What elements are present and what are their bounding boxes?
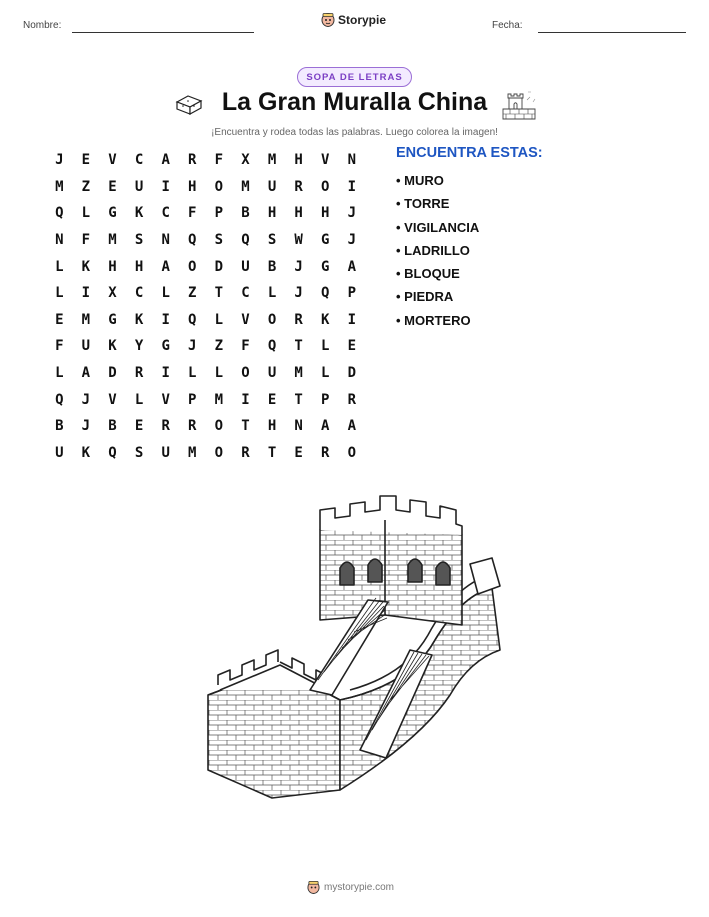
footer-url[interactable]: mystorypie.com xyxy=(324,881,395,893)
grid-letter[interactable]: B xyxy=(267,258,277,275)
grid-letter[interactable]: I xyxy=(81,285,91,302)
grid-letter[interactable]: M xyxy=(188,444,197,461)
name-line[interactable] xyxy=(72,32,254,33)
grid-letter[interactable]: Q xyxy=(241,232,250,249)
grid-letter[interactable]: E xyxy=(347,338,357,355)
grid-letter[interactable]: Z xyxy=(188,285,197,302)
grid-letter[interactable]: S xyxy=(134,232,144,249)
grid-letter[interactable]: O xyxy=(321,178,330,195)
grid-letter[interactable]: M xyxy=(241,178,250,195)
word-list-item: • VIGILANCIA xyxy=(396,219,480,235)
grid-letter[interactable]: V xyxy=(108,152,117,169)
grid-letter[interactable]: V xyxy=(241,311,250,328)
grid-letter[interactable]: I xyxy=(347,311,357,328)
grid-letter[interactable]: I xyxy=(241,391,250,408)
grid-letter[interactable]: P xyxy=(347,285,357,302)
grid-letter[interactable]: D xyxy=(347,365,357,382)
grid-letter[interactable]: D xyxy=(214,258,224,275)
grid-letter[interactable]: M xyxy=(294,365,303,382)
grid-letter[interactable]: J xyxy=(294,285,303,302)
grid-letter[interactable]: L xyxy=(55,258,64,275)
grid-letter[interactable]: V xyxy=(108,391,117,408)
grid-letter[interactable]: T xyxy=(294,391,303,408)
name-label: Nombre: xyxy=(23,20,62,31)
grid-letter[interactable]: X xyxy=(241,152,250,169)
grid-letter[interactable]: V xyxy=(321,152,330,169)
grid-letter[interactable]: P xyxy=(321,391,330,408)
grid-letter[interactable]: G xyxy=(108,205,117,222)
grid-letter[interactable]: A xyxy=(321,418,330,435)
grid-letter[interactable]: C xyxy=(134,152,144,169)
grid-letter[interactable]: M xyxy=(214,391,224,408)
grid-letter[interactable]: C xyxy=(241,285,250,302)
page-title: La Gran Muralla China xyxy=(221,88,488,116)
grid-letter[interactable]: N xyxy=(161,232,170,249)
grid-letter[interactable]: L xyxy=(321,365,330,382)
grid-letter[interactable]: L xyxy=(55,365,64,382)
grid-letter[interactable]: M xyxy=(108,232,117,249)
grid-letter[interactable]: K xyxy=(81,258,91,275)
grid-letter[interactable]: N xyxy=(55,232,64,249)
grid-letter[interactable]: O xyxy=(241,365,250,382)
grid-letter[interactable]: A xyxy=(347,418,357,435)
grid-letter[interactable]: L xyxy=(267,285,277,302)
grid-letter[interactable]: M xyxy=(267,152,277,169)
word-search-grid[interactable] xyxy=(46,147,365,466)
word-list-title: ENCUENTRA ESTAS: xyxy=(396,145,543,161)
grid-letter[interactable]: K xyxy=(321,311,330,328)
word-list-item: • MURO xyxy=(396,173,444,188)
grid-letter[interactable]: F xyxy=(55,338,64,355)
grid-letter[interactable]: Z xyxy=(214,338,224,355)
grid-letter[interactable]: H xyxy=(108,258,117,275)
grid-letter[interactable]: R xyxy=(321,444,330,461)
instructions: ¡Encuentra y rodea todas las palabras. Luego colorea la imagen! xyxy=(211,127,498,138)
grid-letter[interactable]: S xyxy=(134,444,144,461)
storypie-mascot-icon xyxy=(321,12,335,27)
grid-letter[interactable]: L xyxy=(55,285,64,302)
grid-letter[interactable]: D xyxy=(108,365,117,382)
grid-letter[interactable]: U xyxy=(267,365,277,382)
grid-letter[interactable]: L xyxy=(161,285,170,302)
grid-letter[interactable]: E xyxy=(267,391,277,408)
grid-letter[interactable]: S xyxy=(214,232,224,249)
grid-letter[interactable]: O xyxy=(267,311,277,328)
grid-letter[interactable]: O xyxy=(214,418,224,435)
storypie-mascot-icon xyxy=(307,880,320,894)
grid-letter[interactable]: J xyxy=(347,205,357,222)
grid-letter[interactable]: U xyxy=(241,258,250,275)
grid-letter[interactable]: E xyxy=(81,152,91,169)
footer xyxy=(307,880,394,894)
word-list-item: • MORTERO xyxy=(396,312,471,328)
grid-letter[interactable]: O xyxy=(188,258,197,275)
grid-letter[interactable]: H xyxy=(294,205,303,222)
grid-letter[interactable]: G xyxy=(321,258,330,275)
grid-letter[interactable]: Z xyxy=(81,178,91,195)
grid-letter[interactable]: K xyxy=(108,338,117,355)
word-list-item: • LADRILLO xyxy=(396,242,470,258)
brand-name: Storypie xyxy=(338,12,387,27)
grid-letter[interactable]: X xyxy=(108,285,117,302)
grid-letter[interactable]: E xyxy=(294,444,303,461)
grid-letter[interactable]: Q xyxy=(188,311,197,328)
grid-letter[interactable]: O xyxy=(214,444,224,461)
grid-letter[interactable]: Q xyxy=(108,444,117,461)
grid-letter[interactable]: Q xyxy=(55,391,64,408)
grid-letter[interactable]: B xyxy=(55,418,64,435)
grid-letter[interactable]: E xyxy=(134,418,144,435)
grid-letter[interactable]: T xyxy=(267,444,277,461)
grid-letter[interactable]: J xyxy=(81,391,91,408)
grid-letter[interactable]: F xyxy=(188,205,197,222)
grid-letter[interactable]: E xyxy=(55,311,64,328)
grid-letter[interactable]: V xyxy=(161,391,170,408)
grid-letter[interactable]: Q xyxy=(321,285,330,302)
grid-letter[interactable]: O xyxy=(214,178,224,195)
grid-letter[interactable]: R xyxy=(347,391,357,408)
grid-letter[interactable]: R xyxy=(134,365,144,382)
grid-letter[interactable]: I xyxy=(161,365,170,382)
grid-letter[interactable]: C xyxy=(134,285,144,302)
grid-letter[interactable]: Y xyxy=(134,338,144,355)
grid-letter[interactable]: L xyxy=(81,205,91,222)
grid-letter[interactable]: U xyxy=(161,444,170,461)
great-wall-icon[interactable] xyxy=(200,490,510,810)
grid-letter[interactable]: U xyxy=(55,444,64,461)
grid-letter[interactable]: R xyxy=(161,418,170,435)
grid-letter[interactable]: K xyxy=(134,205,144,222)
word-list-item: • TORRE xyxy=(396,196,450,212)
grid-letter[interactable]: A xyxy=(347,258,357,275)
grid-letter[interactable]: M xyxy=(55,178,64,195)
grid-letter[interactable]: I xyxy=(347,178,357,195)
activity-badge: SOPA DE LETRAS xyxy=(297,67,412,87)
grid-letter[interactable]: R xyxy=(241,444,250,461)
grid-letter[interactable]: R xyxy=(294,178,303,195)
grid-letter[interactable]: R xyxy=(188,152,197,169)
grid-letter[interactable]: P xyxy=(214,205,224,222)
grid-letter[interactable]: S xyxy=(267,232,277,249)
grid-letter[interactable]: I xyxy=(161,311,170,328)
grid-letter[interactable]: B xyxy=(108,418,117,435)
word-list-item: • BLOQUE xyxy=(396,266,460,282)
tower-icon xyxy=(500,86,538,122)
grid-letter[interactable]: B xyxy=(241,205,250,222)
brand-logo xyxy=(321,12,386,27)
grid-letter[interactable]: T xyxy=(214,285,224,302)
grid-letter[interactable]: C xyxy=(161,205,170,222)
grid-letter[interactable]: M xyxy=(81,311,91,328)
date-line[interactable] xyxy=(538,32,686,33)
grid-letter[interactable]: L xyxy=(188,365,197,382)
grid-letter[interactable]: F xyxy=(81,232,91,249)
grid-letter[interactable]: H xyxy=(188,178,197,195)
grid-letter[interactable]: P xyxy=(188,391,197,408)
grid-letter[interactable]: T xyxy=(241,418,250,435)
grid-letter[interactable]: L xyxy=(214,311,224,328)
grid-letter[interactable]: H xyxy=(134,258,144,275)
grid-letter[interactable]: U xyxy=(267,178,277,195)
grid-letter[interactable]: H xyxy=(321,205,330,222)
word-list xyxy=(396,172,479,335)
grid-letter[interactable]: F xyxy=(241,338,250,355)
grid-letter[interactable]: Q xyxy=(267,338,277,355)
grid-letter[interactable]: J xyxy=(55,152,64,169)
grid-letter[interactable]: U xyxy=(134,178,144,195)
grid-letter[interactable]: K xyxy=(81,444,91,461)
grid-letter[interactable]: G xyxy=(321,232,330,249)
grid-letter[interactable]: O xyxy=(347,444,357,461)
grid-letter[interactable]: R xyxy=(188,418,197,435)
grid-letter[interactable]: A xyxy=(81,365,91,382)
grid-letter[interactable]: Q xyxy=(188,232,197,249)
grid-letter[interactable]: W xyxy=(294,232,303,249)
grid-letter[interactable]: J xyxy=(347,232,357,249)
grid-letter[interactable]: G xyxy=(161,338,170,355)
grid-letter[interactable]: L xyxy=(214,365,224,382)
grid-letter[interactable]: U xyxy=(81,338,91,355)
grid-letter[interactable]: G xyxy=(108,311,117,328)
grid-letter[interactable]: R xyxy=(294,311,303,328)
grid-letter[interactable]: J xyxy=(81,418,91,435)
grid-letter[interactable]: N xyxy=(347,152,357,169)
word-list-item: • PIEDRA xyxy=(396,289,454,305)
grid-letter[interactable]: J xyxy=(188,338,197,355)
grid-letter[interactable]: Q xyxy=(55,205,64,222)
grid-letter[interactable]: L xyxy=(134,391,144,408)
grid-letter[interactable]: N xyxy=(294,418,303,435)
grid-letter[interactable]: F xyxy=(214,152,224,169)
grid-letter[interactable]: H xyxy=(267,205,277,222)
grid-letter[interactable]: E xyxy=(108,178,117,195)
grid-letter[interactable]: H xyxy=(267,418,277,435)
grid-letter[interactable]: L xyxy=(321,338,330,355)
grid-letter[interactable]: H xyxy=(294,152,303,169)
grid-letter[interactable]: T xyxy=(294,338,303,355)
date-label: Fecha: xyxy=(492,20,523,31)
grid-letter[interactable]: K xyxy=(134,311,144,328)
grid-letter[interactable]: I xyxy=(161,178,170,195)
grid-letter[interactable]: A xyxy=(161,258,170,275)
grid-letter[interactable]: J xyxy=(294,258,303,275)
grid-letter[interactable]: A xyxy=(161,152,170,169)
